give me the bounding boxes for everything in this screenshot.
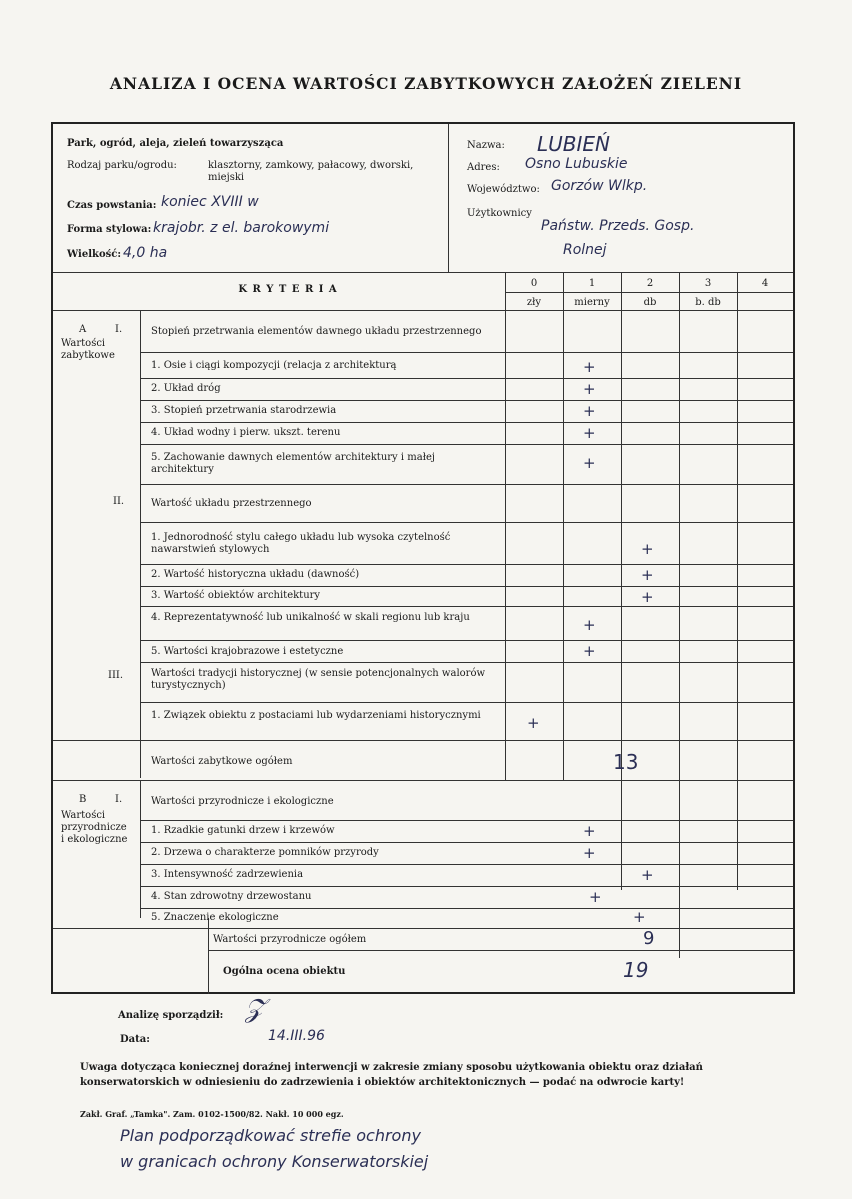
- forma-value: krajobr. z el. barokowymi: [153, 220, 330, 236]
- mark-b-4: +: [589, 888, 602, 906]
- total-a-label: Wartości zabytkowe ogółem: [151, 756, 293, 767]
- g1-item-2: 2. Układ dróg: [151, 383, 221, 394]
- mark-b-2: +: [583, 844, 596, 862]
- uzyt-label: Użytkownicy: [467, 208, 532, 219]
- prepared-label: Analizę sporządził:: [118, 1010, 224, 1021]
- wielkosc-label: Wielkość:: [67, 249, 122, 260]
- g3-title: Wartości tradycji historycznej (w sensie potencjonalnych walorów turystycznych): [151, 668, 486, 691]
- b-item-1: 1. Rzadkie gatunki drzew i krzewów: [151, 825, 335, 836]
- g2-title: Wartość układu przestrzennego: [151, 498, 312, 509]
- mark-g1-2: +: [583, 380, 596, 398]
- header-bottom-line: [53, 272, 793, 273]
- adres-label: Adres:: [467, 162, 500, 173]
- handwritten-note-1: Plan podporządkować strefie ochrony: [120, 1126, 421, 1145]
- b-item-2: 2. Drzewa o charakterze pomników przyrody: [151, 847, 379, 858]
- czas-label: Czas powstania:: [67, 200, 157, 211]
- g2-item-3: 3. Wartość obiektów architektury: [151, 590, 321, 601]
- date-value: 14.III.96: [268, 1028, 325, 1044]
- score-3: 3: [704, 278, 712, 289]
- b-item-4: 4. Stan zdrowotny drzewostanu: [151, 891, 312, 902]
- woj-label: Województwo:: [467, 184, 540, 195]
- adres-value: Osno Lubuskie: [525, 156, 628, 172]
- total-a-value: 13: [613, 750, 639, 774]
- mark-g2-1: +: [641, 540, 654, 558]
- score-2: 2: [646, 278, 654, 289]
- mark-g1-1: +: [583, 358, 596, 376]
- mark-g1-5: +: [583, 454, 596, 472]
- uzyt-value-2: Rolnej: [563, 242, 607, 258]
- section-a-letter: A: [79, 324, 87, 335]
- scale-word-2: db: [643, 297, 657, 308]
- section-b-name: Wartości przyrodnicze i ekologiczne: [61, 810, 128, 845]
- header-divider: [448, 124, 449, 272]
- b-title: Wartości przyrodnicze i ekologiczne: [151, 796, 334, 807]
- kryteria-label: K R Y T E R I A: [238, 284, 338, 295]
- g1-item-5: 5. Zachowanie dawnych elementów architektury i małej architektury: [151, 452, 435, 475]
- type-line: Park, ogród, aleja, zieleń towarzysząca: [67, 138, 284, 149]
- section-b-roman: I.: [115, 794, 123, 805]
- mark-g2-5: +: [583, 642, 596, 660]
- forma-label: Forma stylowa:: [67, 224, 152, 235]
- czas-value: koniec XVIII w: [161, 194, 259, 210]
- g3-item-1: 1. Związek obiektu z postaciami lub wydarzeniami historycznymi: [151, 710, 481, 721]
- b-item-5: 5. Znaczenie ekologiczne: [151, 912, 279, 923]
- g2-item-2: 2. Wartość historyczna układu (dawność): [151, 569, 360, 580]
- score-0: 0: [530, 278, 538, 289]
- mark-g1-4: +: [583, 424, 596, 442]
- g1-title: Stopień przetrwania elementów dawnego układu przestrzennego: [151, 326, 482, 337]
- g2-roman: II.: [113, 496, 125, 507]
- page-title: ANALIZA I OCENA WARTOŚCI ZABYTKOWYCH ZAŁOŻEŃ ZIELENI: [109, 74, 743, 93]
- overall-label: Ogólna ocena obiektu: [223, 966, 346, 977]
- mark-b-5: +: [633, 908, 646, 926]
- g2-item-1: 1. Jednorodność stylu całego układu lub wysoka czytelność nawarstwień stylowych: [151, 532, 451, 555]
- uzyt-value-1: Państw. Przeds. Gosp.: [541, 218, 695, 234]
- note: Uwaga dotycząca koniecznej doraźnej interwencji w zakresie zmiany sposobu użytkowania obiektu oraz działań konserwatorskich w odniesieniu do zadrzewienia i obiektów architektonicznych — podać na odwrocie karty!: [80, 1062, 703, 1088]
- printer-info: Zakł. Graf. „Tamka". Zam. 0102-1500/82. Nakł. 10 000 egz.: [80, 1109, 344, 1119]
- overall-value: 19: [623, 958, 649, 982]
- handwritten-note-2: w granicach ochrony Konserwatorskiej: [120, 1152, 429, 1171]
- nazwa-label: Nazwa:: [467, 140, 505, 151]
- scale-word-1: mierny: [574, 297, 610, 308]
- g1-item-4: 4. Układ wodny i pierw. ukszt. terenu: [151, 427, 341, 438]
- g3-roman: III.: [108, 670, 124, 681]
- date-label: Data:: [120, 1034, 150, 1045]
- section-a-roman: I.: [115, 324, 123, 335]
- assessment-form: [51, 122, 795, 994]
- g2-item-5: 5. Wartości krajobrazowe i estetyczne: [151, 646, 344, 657]
- total-b-value: 9: [643, 928, 655, 949]
- mark-g1-3: +: [583, 402, 596, 420]
- mark-b-1: +: [583, 822, 596, 840]
- woj-value: Gorzów Wlkp.: [551, 178, 648, 194]
- wielkosc-value: 4,0 ha: [123, 245, 168, 261]
- mark-g2-2: +: [641, 566, 654, 584]
- g1-item-1: 1. Osie i ciągi kompozycji (relacja z architekturą: [151, 360, 397, 371]
- rodzaj-options: klasztorny, zamkowy, pałacowy, dworski, miejski: [208, 160, 414, 183]
- rodzaj-label: Rodzaj parku/ogrodu:: [67, 160, 177, 171]
- b-item-3: 3. Intensywność zadrzewienia: [151, 869, 304, 880]
- score-1: 1: [588, 278, 596, 289]
- total-b-label: Wartości przyrodnicze ogółem: [213, 934, 367, 945]
- scale-word-3: b. db: [695, 297, 721, 308]
- g2-item-4: 4. Reprezentatywność lub unikalność w skali regionu lub kraju: [151, 612, 470, 623]
- mark-b-3: +: [641, 866, 654, 884]
- mark-g2-4: +: [583, 616, 596, 634]
- mark-g3-1: +: [527, 714, 540, 732]
- signature: 𝒵: [245, 994, 265, 1024]
- score-4: 4: [761, 278, 769, 289]
- g1-item-3: 3. Stopień przetrwania starodrzewia: [151, 405, 337, 416]
- section-a-name: Wartości zabytkowe: [61, 338, 115, 361]
- scale-word-0: zły: [526, 297, 542, 308]
- section-b-letter: B: [79, 794, 87, 805]
- mark-g2-3: +: [641, 588, 654, 606]
- nazwa-value: LUBIEŃ: [537, 132, 610, 156]
